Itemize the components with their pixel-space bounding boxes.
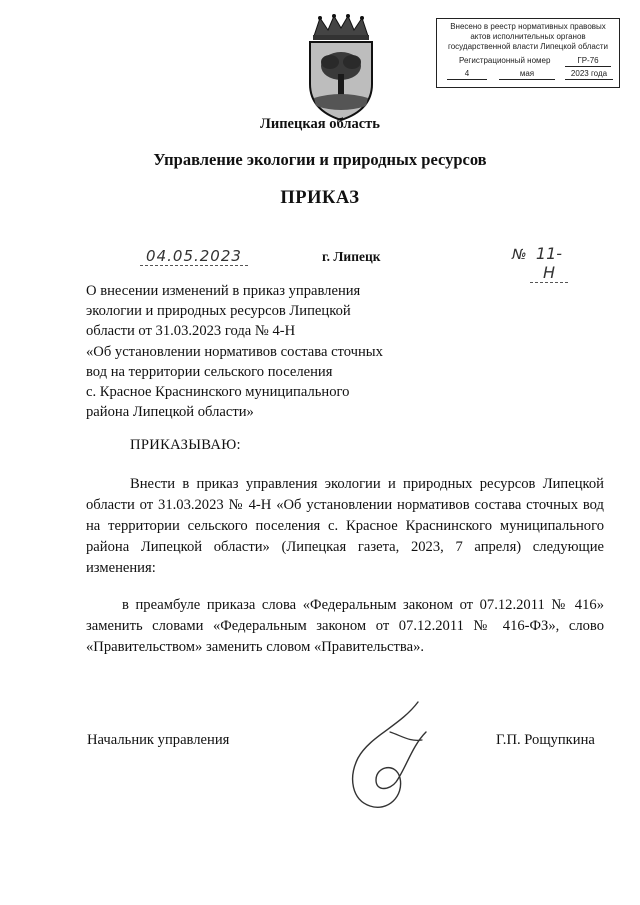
- signatory-name: Г.П. Рощупкина: [496, 732, 595, 748]
- stamp-year: 2023 года: [565, 69, 613, 80]
- subject-line: района Липецкой области»: [86, 404, 254, 421]
- subject-line: О внесении изменений в приказ управления: [86, 283, 361, 299]
- agency-title: Управление экологии и природных ресурсов: [153, 150, 487, 169]
- body-paragraph-2: в преамбуле приказа слова «Федеральным законом от 07.12.2011 № 416» заменить словами «Федеральным законом от 07.12.2011 № 416-ФЗ», слово «Правительством» заменить словом «Правительства».: [86, 597, 604, 655]
- subject-line: с. Красное Краснинского муниципального: [86, 384, 350, 401]
- document-number-label: №: [512, 247, 527, 263]
- stamp-line-1: Внесено в реестр нормативных правовых: [450, 22, 606, 31]
- registry-stamp: [436, 18, 620, 88]
- signatory-title: Начальник управления: [87, 732, 230, 748]
- document-number: 11-Н: [530, 244, 568, 283]
- stamp-reg-label: Регистрационный номер: [459, 56, 551, 65]
- order-word: ПРИКАЗЫВАЮ:: [130, 437, 241, 453]
- subject-line: вод на территории сельского поселения: [86, 363, 333, 380]
- stamp-line-3: государственной власти Липецкой области: [447, 42, 608, 51]
- stamp-line-2: актов исполнительных органов: [470, 32, 586, 41]
- subject-line: «Об установлении нормативов состава сточных: [86, 343, 383, 360]
- region-title: Липецкая область: [260, 116, 380, 132]
- document-city: г. Липецк: [322, 249, 381, 264]
- stamp-month: мая: [499, 69, 555, 80]
- document-type-title: ПРИКАЗ: [280, 188, 360, 208]
- document-date: 04.05.2023: [140, 247, 248, 266]
- subject-block: [86, 281, 406, 422]
- subject-line: области от 31.03.2023 года № 4-Н: [86, 323, 296, 340]
- body-paragraph-1: Внести в приказ управления экологии и природных ресурсов Липецкой области от 31.03.2023 № 4-Н «Об установлении нормативов состава сточных вод на территории сельского поселения с. Красное Краснинского муниципального района Липецкой области» (Липецкая газета, 2023, 7 апреля) следующие изменения:: [86, 476, 604, 576]
- stamp-reg-number: ГР-76: [565, 56, 611, 67]
- subject-line: экологии и природных ресурсов Липецкой: [86, 303, 351, 320]
- stamp-day: 4: [447, 69, 487, 80]
- coat-of-arms-emblem: [300, 14, 382, 122]
- handwritten-signature: [330, 696, 440, 816]
